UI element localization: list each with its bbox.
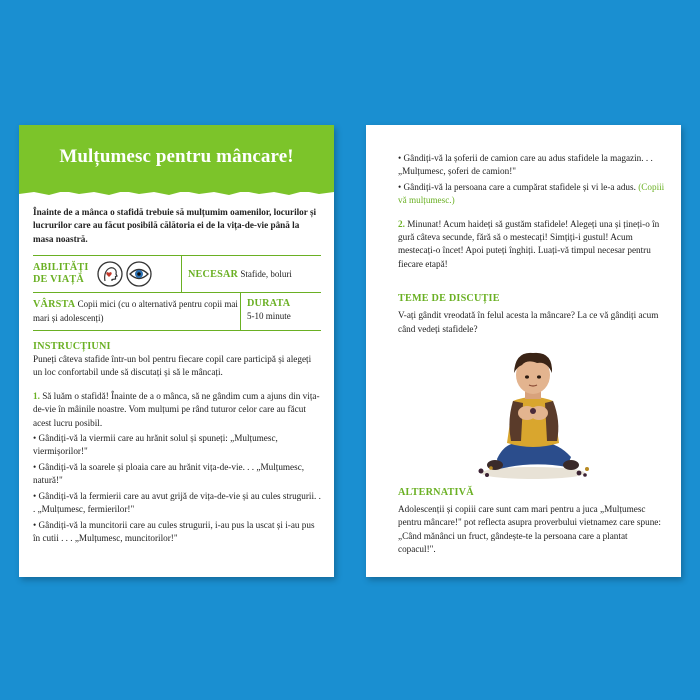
- bullet-nature: • Gândiți-vă la soarele și ploaia care au hrănit vița-de-vie. . . „Mulțumesc, natură!": [33, 461, 305, 486]
- step-1: [33, 390, 321, 430]
- discussion-heading: TEME DE DISCUȚIE: [398, 293, 500, 305]
- activity-card-front: [19, 125, 334, 577]
- needs-cell: [181, 256, 321, 292]
- bullet-truck-drivers: • Gândiți-vă la șoferii de camion care au adus stafidele la magazin. . . „Mulțumesc, șoferi de camion!": [398, 153, 653, 177]
- step-2-number: 2.: [398, 218, 405, 229]
- age-value: Copii mici (cu o alternativă pentru copii mai mari și adolescenți): [33, 299, 238, 323]
- info-row-1: [33, 256, 321, 292]
- activity-card-back: [366, 125, 681, 577]
- alternative-section: [398, 487, 667, 557]
- age-cell: [33, 293, 240, 330]
- skills-icons: [97, 261, 152, 287]
- bullet-buyer-note: (Copiii vă mulțumesc.): [398, 181, 665, 206]
- skills-cell: [33, 256, 181, 292]
- duration-cell: [240, 293, 321, 330]
- bullet-workers: • Gândiți-vă la muncitorii care au cules strugurii, i-au pus la uscat și i-au pus în cutii . . . „Mulțumesc, muncitorilor!": [33, 519, 315, 543]
- intro-text: Înainte de a mânca o stafidă trebuie să mulțumim oamenilor, locurilor și lucrurilor care au făcut posibilă călătoria ei de la vița-de-vie până la masa noastră.: [33, 207, 317, 244]
- bullet-farmers: • Gândiți-vă la fermierii care au avut grijă de vița-de-vie și au cules strugurii. . . „Mulțumesc, fermierilor!": [33, 490, 321, 515]
- step-1-number: 1.: [33, 390, 40, 401]
- title-banner: [19, 125, 334, 192]
- needs-value: Stafide, boluri: [240, 268, 292, 279]
- discussion-section: [398, 293, 667, 336]
- torn-edge-decoration: [19, 189, 334, 197]
- bullet-buyer-text: • Gândiți-vă la persoana care a cumpărat stafidele și vi le-a adus.: [398, 181, 636, 192]
- alternative-heading: ALTERNATIVĂ: [398, 487, 474, 499]
- step-2: [398, 218, 667, 272]
- instructions-intro: Puneți câteva stafide într-un bol pentru fiecare copil care participă și alegeți un loc confortabil unde să discutați și să le mâncați.: [33, 354, 312, 378]
- eye-icon: [126, 261, 152, 287]
- alternative-text: Adolescenții și copiii care sunt cam mari pentru a juca „Mulțumesc pentru mâncare!" pot reflecta asupra proverbului vietnamez care spune: „Când mănânci un fruct, gândește-te la persoana care a plantat copacul!".: [398, 504, 661, 555]
- instructions-heading: INSTRUCȚIUNI: [33, 341, 111, 353]
- age-label: VÂRSTA: [33, 299, 76, 311]
- step-2-text: Minunat! Acum haideți să gustăm stafidele! Alegeți una și țineți-o în gură câteva secunde, fără să o mestecați! Simțiți-i gustul! Acum mestecați-o încet! Apoi puteți înghiți. Luați-vă timpul necesar pentru fiecare etapă!: [398, 218, 660, 269]
- duration-label: DURATA: [247, 298, 291, 310]
- boy-eating-raisins-illustration: [467, 341, 599, 481]
- skills-label: ABILITĂȚI DE VIAȚĂ: [33, 262, 89, 286]
- heart-head-icon: [97, 261, 123, 287]
- duration-value: 5-10 minute: [247, 311, 291, 322]
- needs-label: NECESAR: [188, 268, 239, 280]
- instructions-section: [33, 341, 321, 545]
- bullet-buyer: [398, 181, 667, 208]
- card-title: Mulțumesc pentru mâncare!: [59, 146, 294, 167]
- info-table: [33, 255, 321, 331]
- discussion-text: V-ați gândit vreodată în felul acesta la mâncare? La ce vă gândiți acum când vedeți stafidele?: [398, 310, 659, 334]
- info-row-2: [33, 292, 321, 330]
- bullet-worms: • Gândiți-vă la viermii care au hrănit solul și spuneți: „Mulțumesc, viermișorilor!": [33, 433, 278, 457]
- step-1-text: Să luăm o stafidă! Înainte de a o mânca, să ne gândim cum a ajuns din vița-de-vie în mâinile noastre. Vom mulțumi pe rând tuturor celor care au făcut acest lucru posibil.: [33, 390, 320, 428]
